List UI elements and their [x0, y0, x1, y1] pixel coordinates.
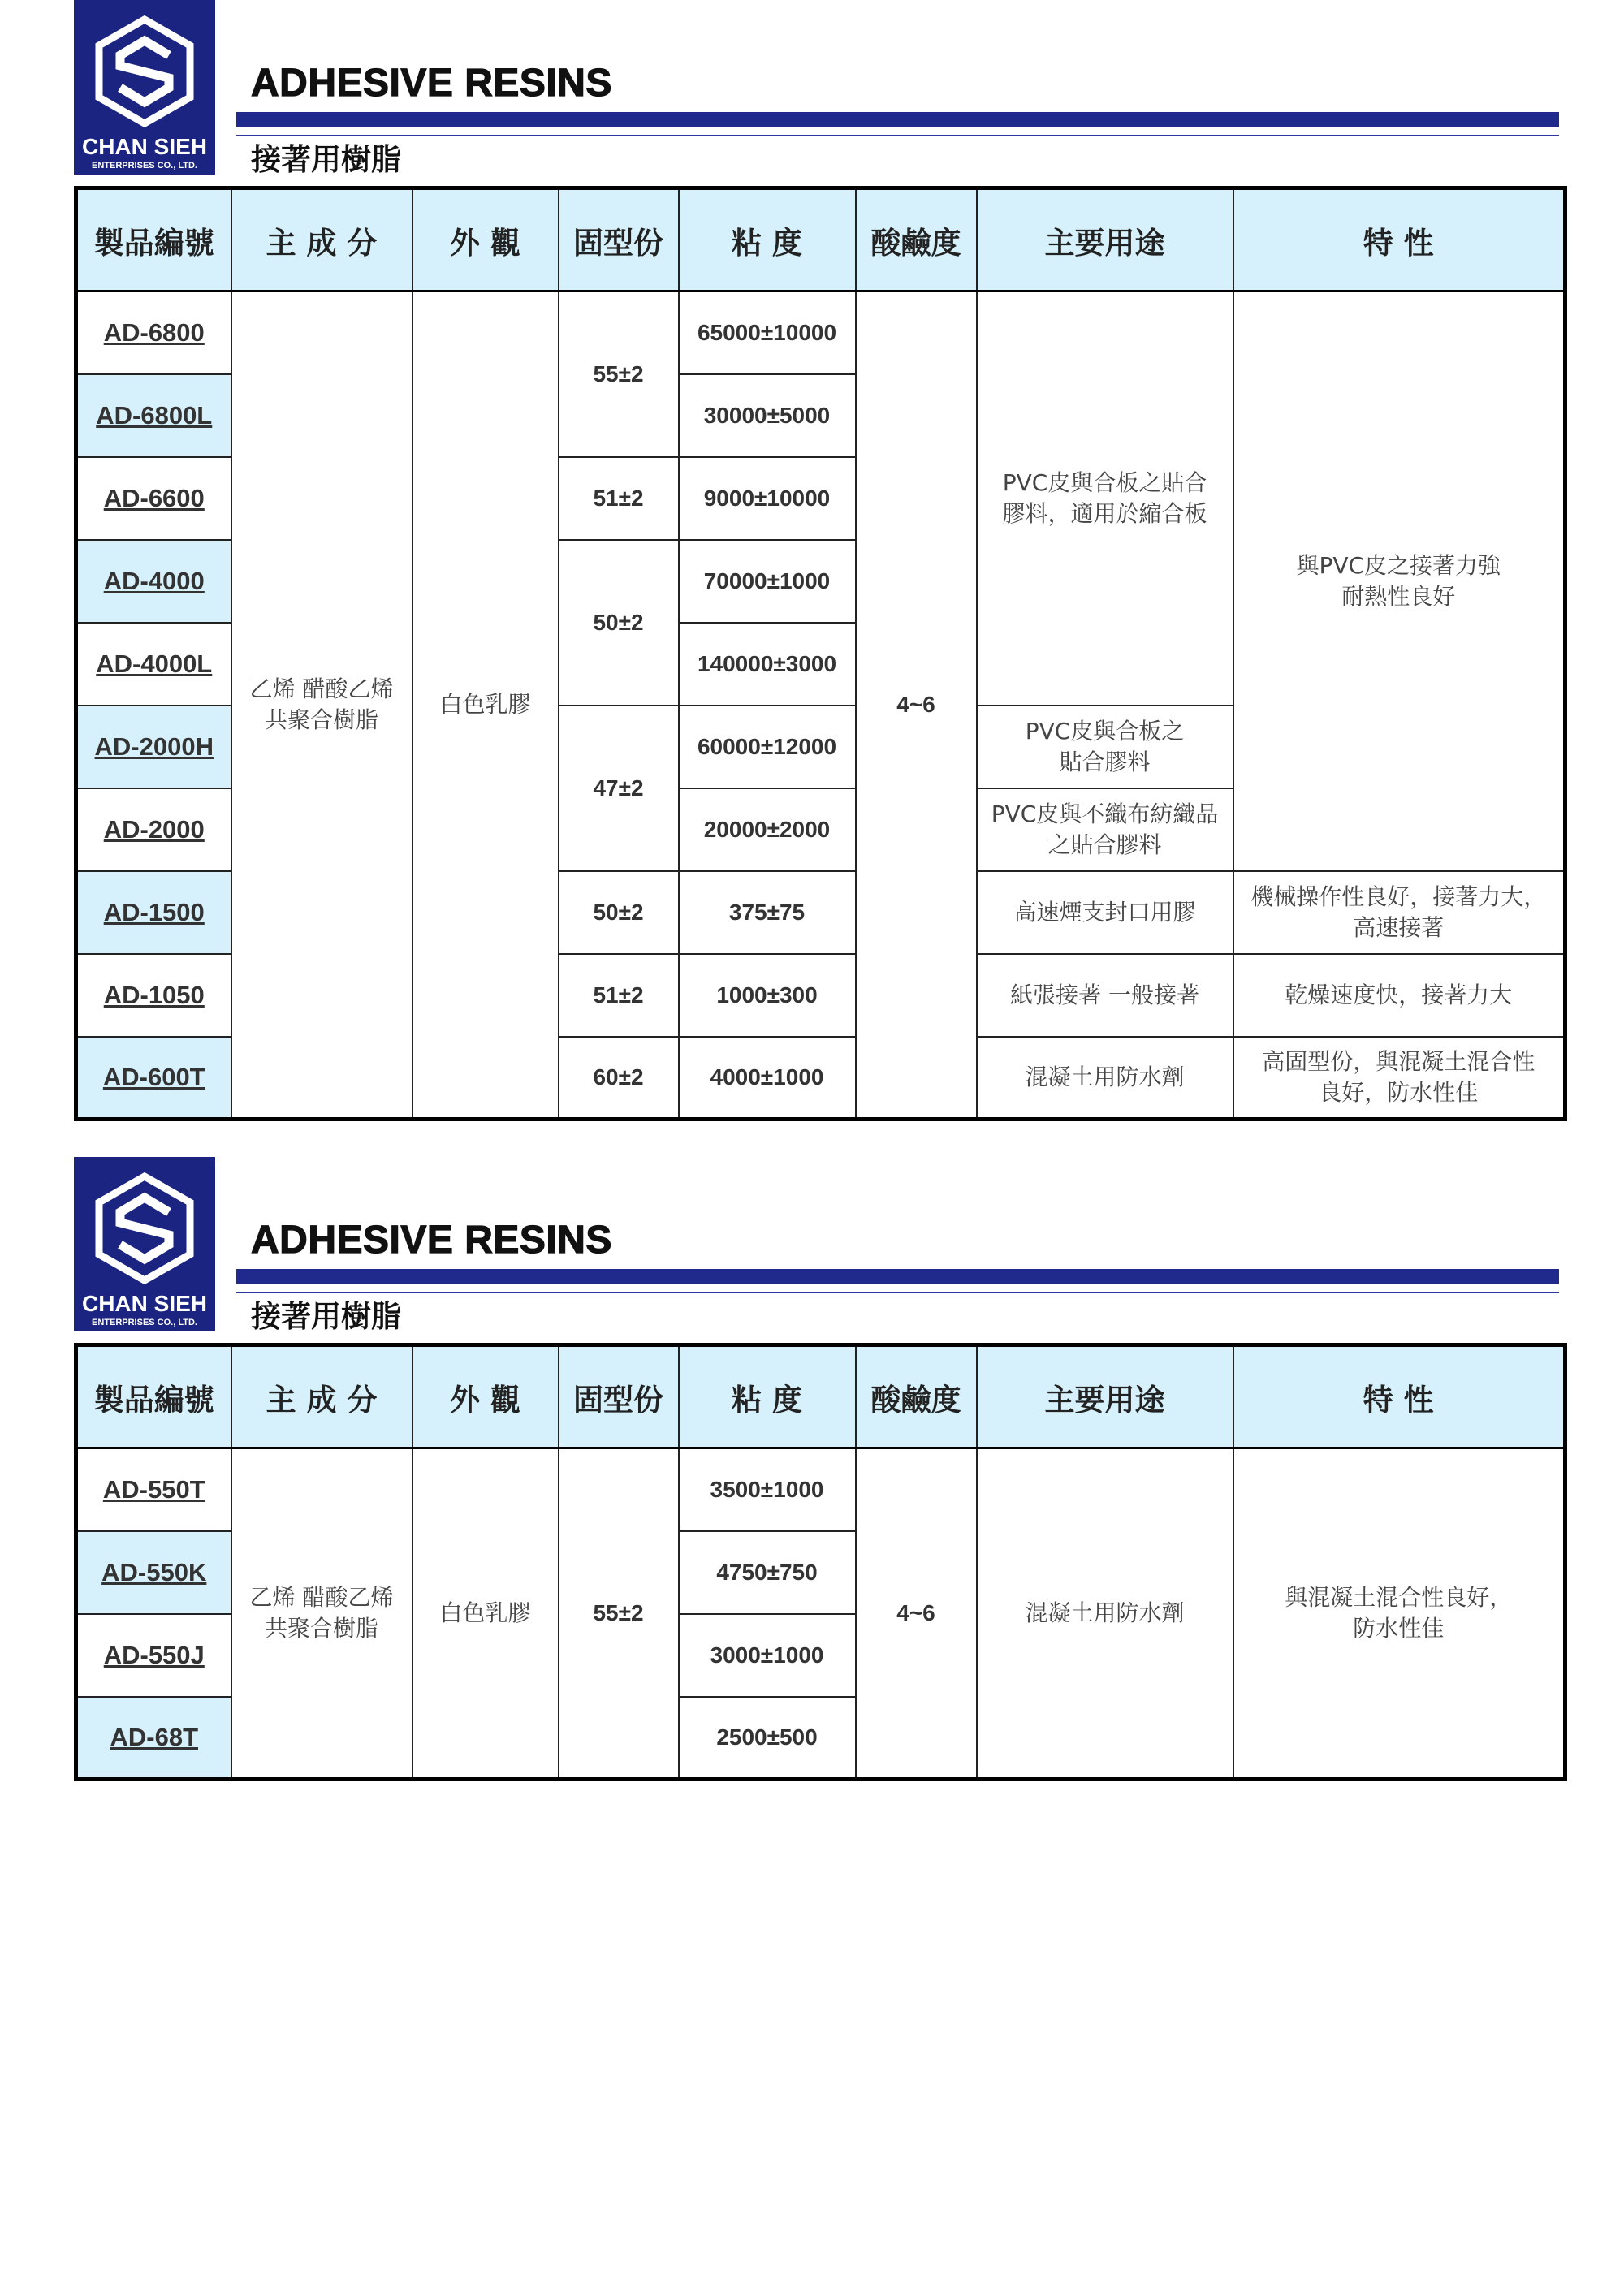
product-code[interactable]: AD-6800L — [76, 374, 231, 457]
product-code[interactable]: AD-1050 — [76, 954, 231, 1037]
header-main-component: 主 成 分 — [231, 1345, 412, 1448]
header-main-usage: 主要用途 — [977, 188, 1233, 291]
solids-content: 55±2 — [559, 1448, 679, 1780]
company-logo — [74, 1157, 215, 1331]
header-solids: 固型份 — [559, 1345, 679, 1448]
product-code[interactable]: AD-4000 — [76, 540, 231, 623]
page-subtitle: 接著用樹脂 — [251, 142, 401, 177]
company-name: CHAN SIEH — [81, 1291, 207, 1316]
title-rule — [236, 1292, 1559, 1293]
header-product-code: 製品編號 — [76, 1345, 231, 1448]
solids-content: 51±2 — [559, 457, 679, 540]
viscosity: 4750±750 — [679, 1531, 856, 1614]
page-subtitle: 接著用樹脂 — [251, 1299, 401, 1334]
main-usage: 混凝土用防水劑 — [977, 1448, 1233, 1780]
product-section — [0, 0, 1624, 1137]
hexagon-s-logo-icon — [92, 1172, 197, 1285]
appearance: 白色乳膠 — [412, 291, 559, 1120]
page-title: ADHESIVE RESINS — [251, 1219, 612, 1262]
header-viscosity: 粘 度 — [679, 188, 856, 291]
solids-content: 51±2 — [559, 954, 679, 1037]
viscosity: 3500±1000 — [679, 1448, 856, 1531]
product-code[interactable]: AD-4000L — [76, 623, 231, 706]
main-component: 乙烯 醋酸乙烯 共聚合樹脂 — [231, 1448, 412, 1780]
properties: 高固型份，與混凝土混合性 良好，防水性佳 — [1233, 1037, 1566, 1120]
main-usage: 紙張接著 一般接著 — [977, 954, 1233, 1037]
product-section — [0, 1157, 1624, 1806]
main-usage: PVC皮與合板之 貼合膠料 — [977, 706, 1233, 788]
viscosity: 60000±12000 — [679, 706, 856, 788]
table-header-row — [76, 1345, 1566, 1448]
viscosity: 9000±10000 — [679, 457, 856, 540]
viscosity: 3000±1000 — [679, 1614, 856, 1697]
title-bar — [236, 112, 1559, 127]
solids-content: 55±2 — [559, 291, 679, 457]
header-product-code: 製品編號 — [76, 188, 231, 291]
properties: 與PVC皮之接著力強 耐熱性良好 — [1233, 291, 1566, 871]
product-code[interactable]: AD-1500 — [76, 871, 231, 954]
ph-value: 4~6 — [856, 291, 977, 1120]
table-row — [76, 291, 1566, 374]
product-code[interactable]: AD-68T — [76, 1697, 231, 1780]
company-logo — [74, 0, 215, 175]
header-appearance: 外 觀 — [412, 188, 559, 291]
product-code[interactable]: AD-6600 — [76, 457, 231, 540]
product-code[interactable]: AD-2000H — [76, 706, 231, 788]
properties: 機械操作性良好，接著力大， 高速接著 — [1233, 871, 1566, 954]
main-component: 乙烯 醋酸乙烯 共聚合樹脂 — [231, 291, 412, 1120]
header-ph: 酸鹼度 — [856, 1345, 977, 1448]
appearance: 白色乳膠 — [412, 1448, 559, 1780]
main-usage: PVC皮與不織布紡織品 之貼合膠料 — [977, 788, 1233, 871]
product-code[interactable]: AD-550T — [76, 1448, 231, 1531]
product-code[interactable]: AD-6800 — [76, 291, 231, 374]
product-spec-table — [74, 1343, 1567, 1781]
product-code[interactable]: AD-600T — [76, 1037, 231, 1120]
viscosity: 65000±10000 — [679, 291, 856, 374]
header-ph: 酸鹼度 — [856, 188, 977, 291]
page-title: ADHESIVE RESINS — [251, 62, 612, 105]
company-subname: ENTERPRISES CO., LTD. — [92, 161, 197, 170]
solids-content: 50±2 — [559, 540, 679, 706]
title-rule — [236, 135, 1559, 136]
ph-value: 4~6 — [856, 1448, 977, 1780]
table-header-row — [76, 188, 1566, 291]
properties: 與混凝土混合性良好， 防水性佳 — [1233, 1448, 1566, 1780]
viscosity: 4000±1000 — [679, 1037, 856, 1120]
viscosity: 140000±3000 — [679, 623, 856, 706]
viscosity: 30000±5000 — [679, 374, 856, 457]
solids-content: 50±2 — [559, 871, 679, 954]
viscosity: 2500±500 — [679, 1697, 856, 1780]
header-properties: 特 性 — [1233, 188, 1566, 291]
company-name: CHAN SIEH — [81, 134, 207, 159]
main-usage: 混凝土用防水劑 — [977, 1037, 1233, 1120]
header-properties: 特 性 — [1233, 1345, 1566, 1448]
header-viscosity: 粘 度 — [679, 1345, 856, 1448]
product-spec-table — [74, 186, 1567, 1121]
product-code[interactable]: AD-550K — [76, 1531, 231, 1614]
viscosity: 375±75 — [679, 871, 856, 954]
viscosity: 1000±300 — [679, 954, 856, 1037]
viscosity: 70000±1000 — [679, 540, 856, 623]
solids-content: 47±2 — [559, 706, 679, 871]
product-code[interactable]: AD-550J — [76, 1614, 231, 1697]
viscosity: 20000±2000 — [679, 788, 856, 871]
title-bar — [236, 1269, 1559, 1284]
header-main-component: 主 成 分 — [231, 188, 412, 291]
product-code[interactable]: AD-2000 — [76, 788, 231, 871]
table-row — [76, 1448, 1566, 1531]
main-usage: 高速煙支封口用膠 — [977, 871, 1233, 954]
main-usage: PVC皮與合板之貼合 膠料，適用於縮合板 — [977, 291, 1233, 706]
solids-content: 60±2 — [559, 1037, 679, 1120]
header-solids: 固型份 — [559, 188, 679, 291]
header-appearance: 外 觀 — [412, 1345, 559, 1448]
header-main-usage: 主要用途 — [977, 1345, 1233, 1448]
properties: 乾燥速度快，接著力大 — [1233, 954, 1566, 1037]
company-subname: ENTERPRISES CO., LTD. — [92, 1318, 197, 1327]
hexagon-s-logo-icon — [92, 15, 197, 128]
